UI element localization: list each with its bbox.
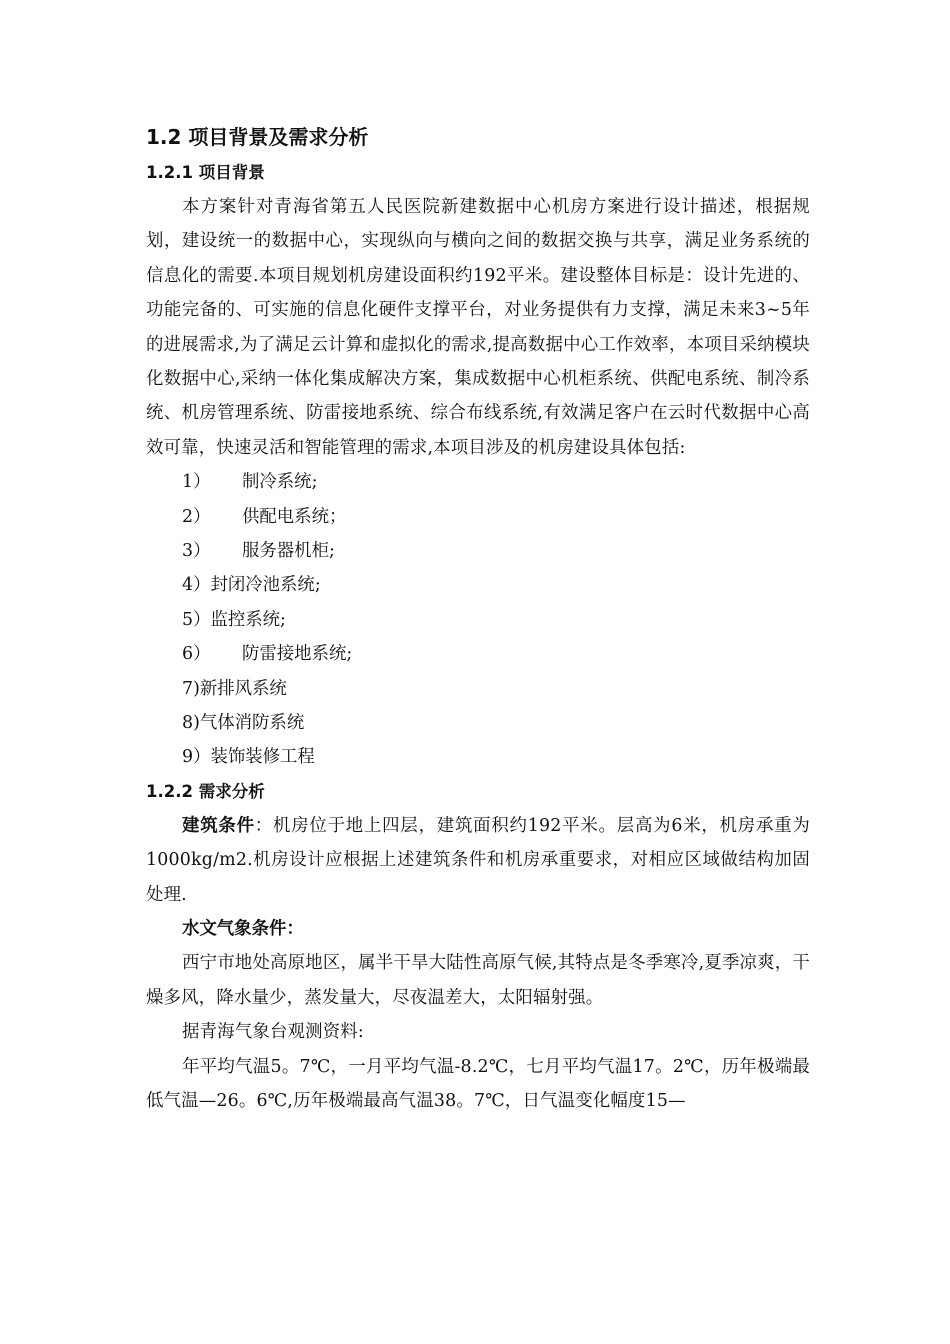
list-item-text: 制冷系统; — [242, 472, 318, 493]
list-item-text: 防雷接地系统; — [242, 644, 353, 665]
list-item-number: 7) — [182, 678, 200, 699]
list-item — [146, 465, 810, 499]
list-item-number: 3） — [182, 541, 211, 562]
construction-items-list — [146, 465, 810, 775]
list-item-text: 新排风系统 — [199, 678, 287, 699]
list-item — [146, 534, 810, 568]
building-conditions-paragraph — [146, 809, 810, 912]
list-item-text: 气体消防系统 — [199, 712, 305, 733]
list-item-text: 服务器机柜; — [242, 541, 335, 562]
subsection-heading-analysis: 1.2.2 需求分析 — [146, 781, 265, 801]
section-title: 1.2 项目背景及需求分析 — [146, 125, 369, 149]
hydro-meteorological-heading: 水文气象条件： — [182, 918, 304, 939]
list-item-number: 1） — [182, 472, 211, 493]
list-item-number: 9） — [182, 747, 211, 768]
hydro-meteorological-paragraph: 西宁市地处高原地区，属半干旱大陆性高原气候,其特点是冬季寒冷,夏季凉爽，干燥多风，降水量少，蒸发量大，尽夜温差大，太阳辐射强。 — [146, 953, 810, 1008]
building-conditions-text: ：机房位于地上四层，建筑面积约192平米。层高为6米，机房承重为1000kg/m2.机房设计应根据上述建筑条件和机房承重要求，对相应区域做结构加固处理. — [146, 815, 810, 905]
list-item-number: 4） — [182, 575, 211, 596]
list-item — [146, 603, 810, 637]
list-item — [146, 500, 810, 534]
list-item — [146, 672, 810, 706]
list-item-number: 5） — [182, 609, 211, 630]
background-paragraph: 本方案针对青海省第五人民医院新建数据中心机房方案进行设计描述，根据规划，建设统一的数据中心，实现纵向与横向之间的数据交换与共享，满足业务系统的信息化的需要.本项目规划机房建设面积约192平米。建设整体目标是：设计先进的、功能完备的、可实施的信息化硬件支撑平台，对业务提供有力支撑，满足未来3~5年的进展需求,为了满足云计算和虚拟化的需求,提高数据中心工作效率，本项目采纳模块化数据中心,采纳一体化集成解决方案，集成数据中心机柜系统、供配电系统、制冷系统、机房管理系统、防雷接地系统、综合布线系统,有效满足客户在云时代数据中心高效可靠，快速灵活和智能管理的需求,本项目涉及的机房建设具体包括: — [146, 197, 810, 458]
list-item-text: 供配电系统； — [242, 506, 347, 527]
list-item — [146, 706, 810, 740]
subsection-heading-background: 1.2.1 项目背景 — [146, 163, 265, 182]
document-page — [146, 118, 810, 1118]
list-item-number: 2） — [182, 506, 211, 527]
list-item — [146, 740, 810, 774]
temperature-paragraph: 年平均气温5。7℃，一月平均气温-8.2℃，七月平均气温17。2℃，历年极端最低气温—26。6℃,历年极端最高气温38。7℃，日气温变化幅度15— — [146, 1056, 810, 1111]
list-item — [146, 637, 810, 671]
list-item-text: 封闭冷池系统; — [210, 575, 321, 596]
building-conditions-label: 建筑条件 — [182, 815, 255, 836]
observation-source-paragraph: 据青海气象台观测资料: — [182, 1022, 364, 1043]
list-item-text: 监控系统; — [210, 609, 286, 630]
list-item-number: 8) — [182, 712, 200, 733]
list-item — [146, 568, 810, 602]
list-item-number: 6） — [182, 644, 211, 665]
list-item-text: 装饰装修工程 — [210, 747, 315, 768]
